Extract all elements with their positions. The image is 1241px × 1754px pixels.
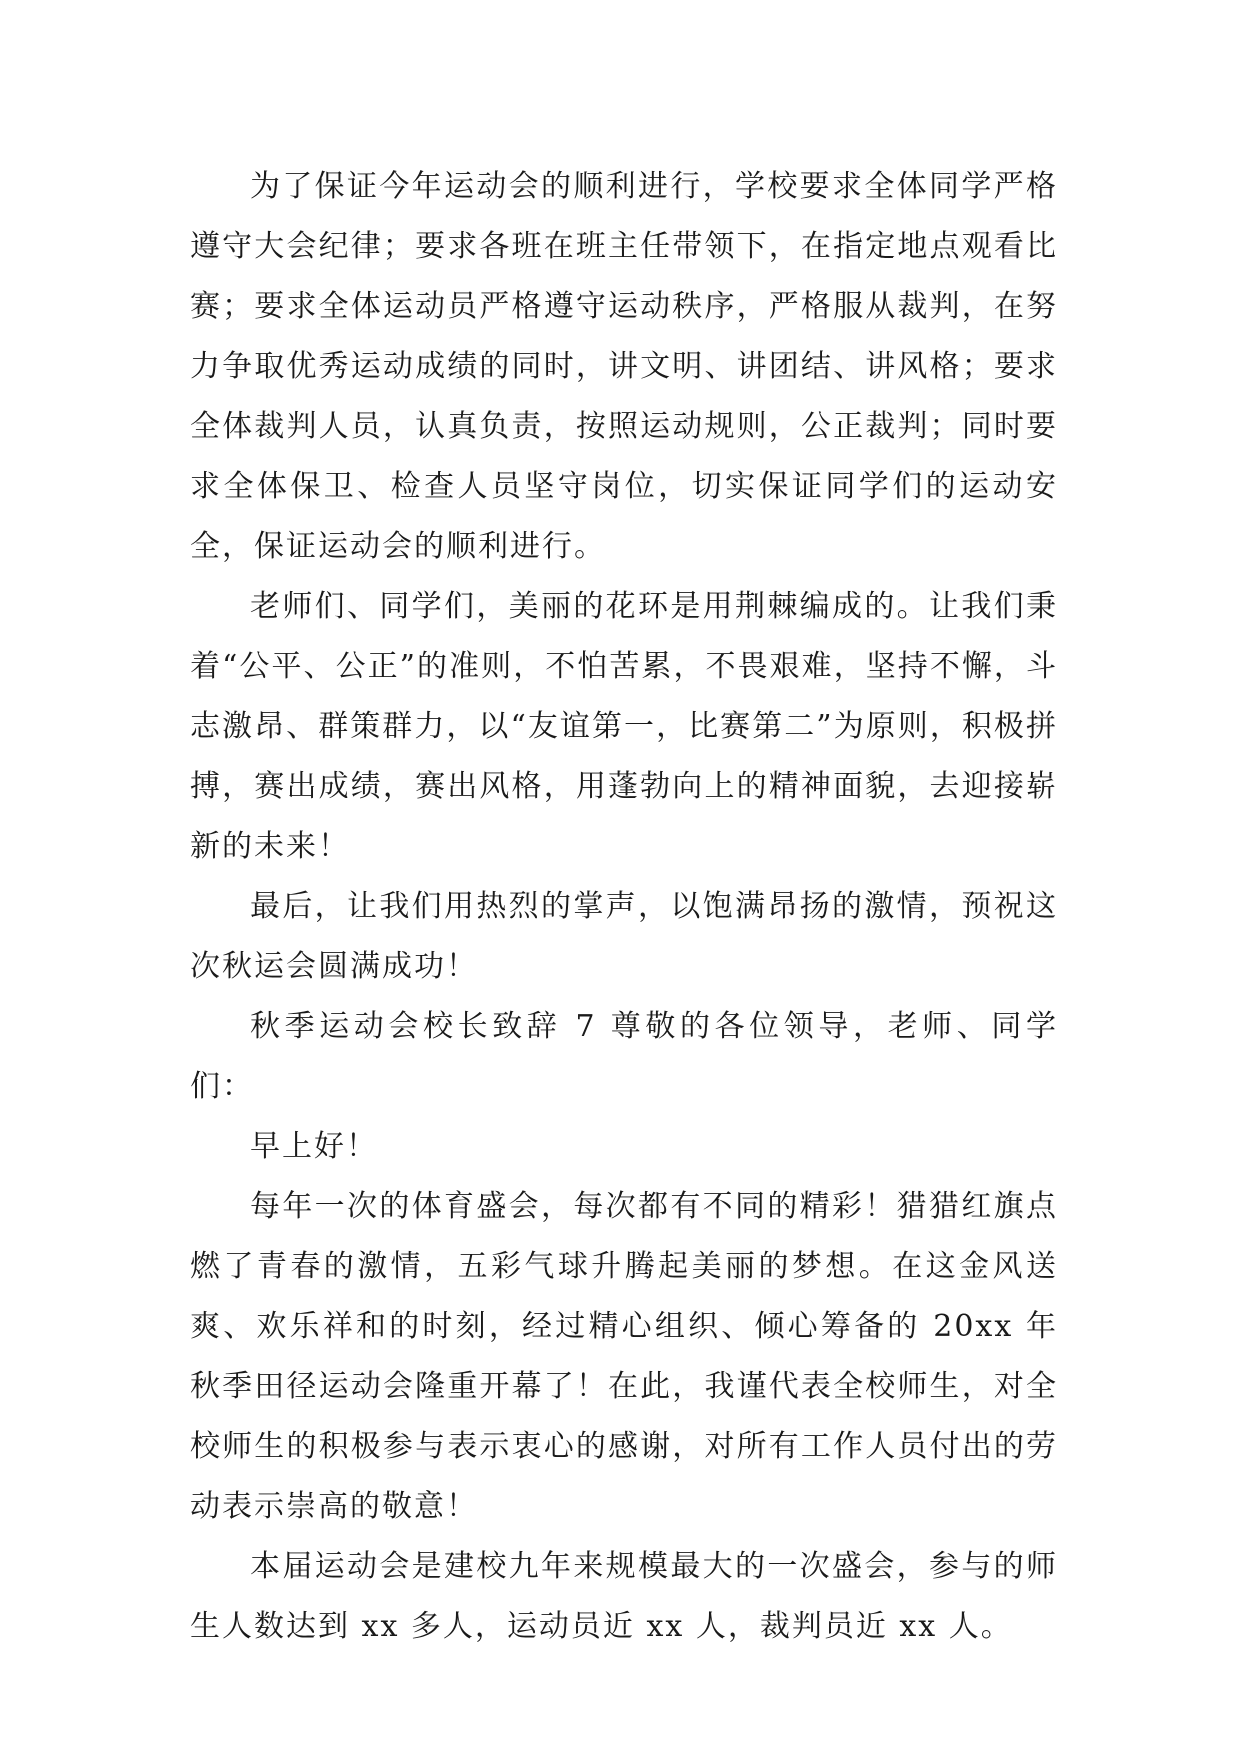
paragraph-scale: 本届运动会是建校九年来规模最大的一次盛会，参与的师生人数达到 xx 多人，运动员近 xx 人，裁判员近 xx 人。 — [190, 1549, 1058, 1644]
paragraph-competition-rules: 为了保证今年运动会的顺利进行，学校要求全体同学严格遵守大会纪律；要求各班在班主任带领下，在指定地点观看比赛；要求全体运动员严格遵守运动秩序，严格服从裁判，在努力争取优秀运动成绩的同时，讲文明、讲团结、讲风格；要求全体裁判人员，认真负责，按照运动规则，公正裁判；同时要求全体保卫、检查人员坚守岗位，切实保证同学们的运动安全，保证运动会的顺利进行。 — [190, 169, 1058, 564]
greeting: 早上好！ — [250, 1129, 378, 1164]
document-body — [190, 157, 1058, 1657]
paragraph-encouragement: 老师们、同学们，美丽的花环是用荆棘编成的。让我们秉着“公平、公正”的准则，不怕苦累，不畏艰难，坚持不懈，斗志激昂、群策群力，以“友谊第一，比赛第二”为原则，积极拼搏，赛出成绩，赛出风格，用蓬勃向上的精神面貌，去迎接崭新的未来！ — [190, 589, 1058, 864]
paragraph-opening: 每年一次的体育盛会，每次都有不同的精彩！猎猎红旗点燃了青春的激情，五彩气球升腾起美丽的梦想。在这金风送爽、欢乐祥和的时刻，经过精心组织、倾心筹备的 20xx 年秋季田径运动会隆重开幕了！在此，我谨代表全校师生，对全校师生的积极参与表示衷心的感谢，对所有工作人员付出的劳动表示崇高的敬意！ — [190, 1189, 1058, 1524]
speech-heading-salutation: 秋季运动会校长致辞 7 尊敬的各位领导，老师、同学们： — [190, 1009, 1058, 1104]
paragraph-closing-wish: 最后，让我们用热烈的掌声，以饱满昂扬的激情，预祝这次秋运会圆满成功！ — [190, 889, 1058, 984]
